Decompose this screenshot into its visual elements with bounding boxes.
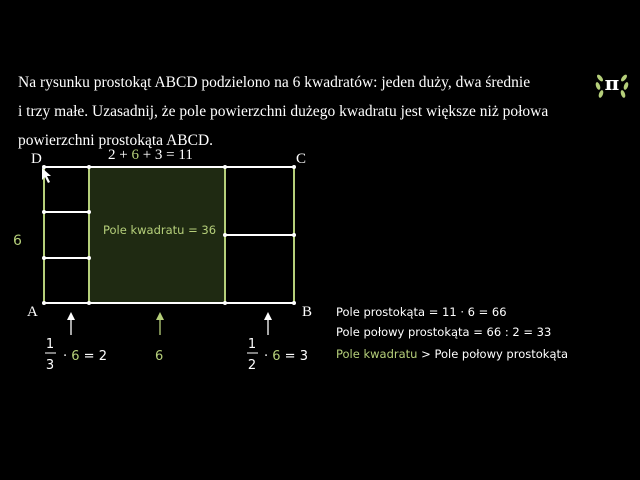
right-formula	[247, 337, 308, 373]
task-line-1: Na rysunku prostokąt ABCD podzielono na 6 kwadratów: jeden duży, dwa średnie	[18, 74, 531, 91]
vertex-A: A	[27, 304, 38, 320]
top-sum: 2 + 6 + 3 = 11	[108, 147, 193, 163]
half-area-note: Pole połowy prostokąta = 66 : 2 = 33	[336, 325, 552, 339]
comparison-note	[336, 347, 568, 361]
rectangle-area-note: Pole prostokąta = 11 · 6 = 66	[336, 305, 507, 319]
vertex-D: D	[31, 151, 42, 167]
svg-text:· 6 = 3: · 6 = 3	[264, 349, 308, 364]
comparison-operator: >	[417, 347, 435, 361]
comparison-left: Pole kwadratu	[336, 347, 418, 361]
logo-symbol: π	[604, 71, 620, 95]
task-line-3: powierzchni prostokąta ABCD.	[18, 132, 214, 149]
big-square-area-label: Pole kwadratu = 36	[103, 223, 217, 237]
task-line-2: i trzy małe. Uzasadnij, że pole powierzchni dużego kwadratu jest większe niż połowa	[18, 103, 549, 120]
svg-text:3: 3	[45, 358, 55, 373]
middle-label: 6	[155, 349, 164, 364]
vertex-C: C	[296, 151, 307, 167]
left-formula	[45, 337, 107, 373]
comparison-right: Pole połowy prostokąta	[434, 347, 569, 361]
vertex-B: B	[302, 304, 313, 320]
svg-text:· 6 = 2: · 6 = 2	[63, 349, 107, 364]
side-length-label: 6	[13, 233, 22, 249]
svg-text:1: 1	[247, 337, 257, 352]
svg-text:2: 2	[247, 358, 257, 373]
svg-text:1: 1	[45, 337, 55, 352]
